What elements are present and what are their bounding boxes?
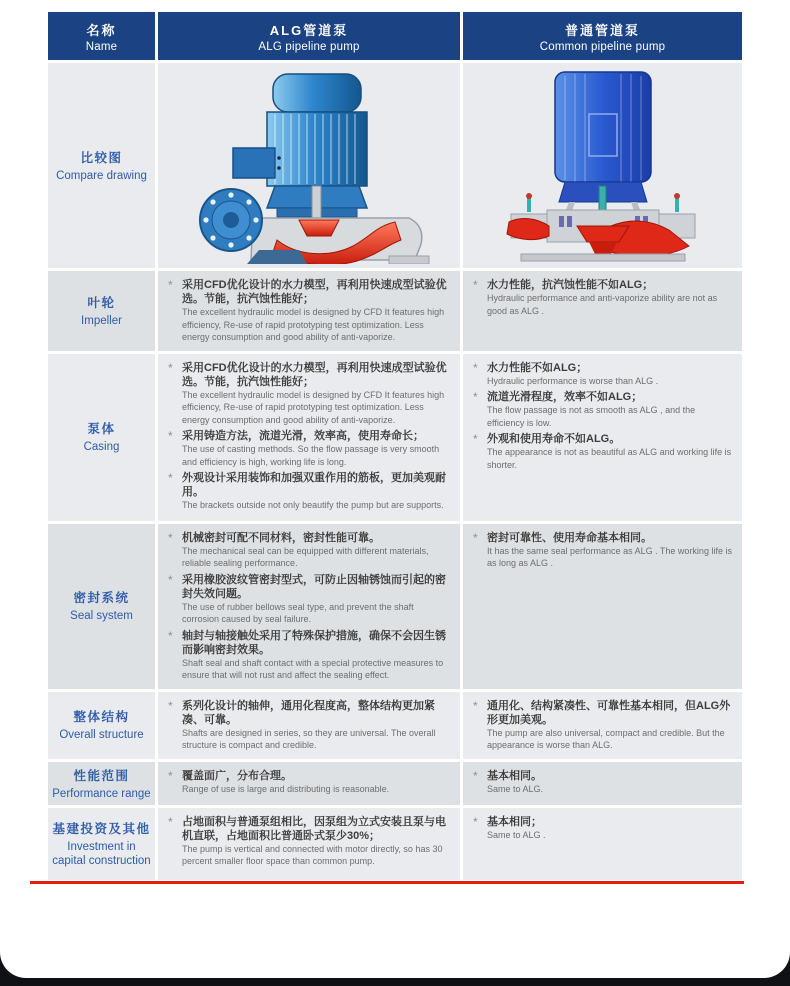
- bullet-marker: *: [473, 278, 478, 292]
- seal-alg-zh-3: 轴封与轴接触处采用了特殊保护措施，确保不会因生锈而影响密封效果。: [182, 629, 446, 656]
- overall-common-cell: [463, 692, 742, 759]
- casing-common-en-3: The appearance is not as beautiful as ALG and working life is shorter.: [487, 447, 732, 470]
- invest-alg-zh: 占地面积与普通泵组相比，因泵组为立式安装且泵与电机直联，占地面积比普通卧式泵少30%；: [182, 815, 446, 842]
- header-alg-cell: [158, 12, 460, 60]
- impeller-common-en: Hydraulic performance and anti-vaporize ability are not as good as ALG .: [487, 293, 718, 316]
- label-impeller: [48, 271, 155, 351]
- row-performance-range: [48, 762, 742, 805]
- bullet-marker: *: [168, 768, 173, 783]
- seal-alg-cell: [158, 524, 460, 689]
- seal-alg-en-1: The mechanical seal can be equipped with different materials, reliable sealing performance.: [182, 545, 429, 568]
- bullet-marker: *: [168, 628, 173, 643]
- label-invest-en: Investment in capital construction: [52, 841, 151, 868]
- seal-alg-zh-1: 机械密封可配不同材料，密封性能可靠。: [182, 531, 380, 544]
- overall-alg-cell: [158, 692, 460, 759]
- bullet-marker: *: [168, 360, 173, 375]
- casing-alg-zh-1: 采用CFD优化设计的水力模型，再利用快速成型试验优选。节能，抗汽蚀性能好；: [182, 361, 447, 388]
- bullet-item: [168, 699, 452, 752]
- bullet-item: [168, 815, 452, 868]
- label-seal-system: [48, 524, 155, 689]
- label-compare-en: Compare drawing: [56, 169, 147, 182]
- bullet-item: [168, 531, 452, 570]
- label-compare-drawing: [48, 63, 155, 268]
- label-perf-zh: 性能范围: [73, 768, 130, 783]
- bullet-item: [473, 815, 734, 842]
- common-pump-illustration: [493, 70, 713, 262]
- label-impeller-zh: 叶轮: [87, 296, 116, 311]
- casing-alg-zh-3: 外观设计采用装饰和加强双重作用的筋板，更加美观耐用。: [182, 472, 446, 498]
- bullet-item: [168, 429, 452, 468]
- seal-common-en: It has the same seal performance as ALG . The working life is as long as ALG .: [487, 545, 732, 568]
- bullet-marker: *: [473, 768, 478, 783]
- label-impeller-en: Impeller: [81, 315, 122, 328]
- bullet-item: [473, 278, 734, 317]
- seal-alg-zh-2: 采用橡胶波纹管密封型式，可防止因轴锈蚀而引起的密封失效问题。: [182, 573, 446, 600]
- label-casing-zh: 泵体: [87, 422, 116, 437]
- perf-common-cell: [463, 762, 742, 805]
- casing-alg-en-3: The brackets outside not only beautify the pump but are supports.: [182, 500, 444, 510]
- bullet-marker: *: [168, 530, 173, 545]
- label-seal-en: Seal system: [70, 610, 133, 623]
- header-common-zh: 普通管道泵: [564, 22, 640, 38]
- common-pump-image-cell: [463, 63, 742, 268]
- header-name-en: Name: [85, 40, 118, 53]
- bullet-item: [473, 769, 734, 796]
- casing-alg-en-2: The use of casting methods. So the flow passage is very smooth and efficiency is high, working life is long.: [182, 444, 440, 467]
- bullet-marker: *: [168, 698, 173, 713]
- casing-common-zh-1: 水力性能不如ALG；: [487, 361, 588, 374]
- invest-alg-en: The pump is vertical and connected with motor directly, so has 30 percent smaller floor space than common pump.: [182, 843, 443, 867]
- perf-alg-zh: 覆盖面广，分布合理。: [182, 769, 292, 782]
- perf-alg-en: Range of use is large and distributing is reasonable.: [182, 783, 390, 794]
- bullet-marker: *: [168, 278, 173, 292]
- comparison-table: [48, 12, 742, 880]
- label-seal-zh: 密封系统: [73, 591, 130, 606]
- label-overall-en: Overall structure: [59, 729, 144, 742]
- row-casing: [48, 354, 742, 521]
- bullet-item: [168, 629, 452, 682]
- overall-alg-zh: 系列化设计的轴伸，通用化程度高，整体结构更加紧凑、可靠。: [182, 699, 435, 726]
- label-performance-range: [48, 762, 155, 805]
- seal-common-zh: 密封可靠性、使用寿命基本相同。: [487, 531, 652, 544]
- header-common-en: Common pipeline pump: [539, 40, 666, 53]
- bullet-marker: *: [168, 471, 173, 485]
- impeller-alg-en: The excellent hydraulic model is designed by CFD It features high efficiency, Re-use of rapid prototyping test optimization. Less energy consumption and good ability of anti-vaporize.: [182, 307, 445, 342]
- comparison-table-wrap: [48, 12, 742, 884]
- casing-common-cell: [463, 354, 742, 521]
- header-alg-en: ALG pipeline pump: [258, 40, 360, 53]
- label-casing-en: Casing: [83, 441, 120, 454]
- alg-pump-illustration: [181, 68, 437, 264]
- seal-common-cell: [463, 524, 742, 689]
- bullet-marker: *: [473, 432, 478, 446]
- impeller-common-zh: 水力性能，抗汽蚀性能不如ALG；: [487, 279, 654, 291]
- row-seal-system: [48, 524, 742, 689]
- casing-common-en-1: Hydraulic performance is worse than ALG .: [487, 375, 659, 386]
- header-row: [48, 12, 742, 60]
- bullet-item: [473, 390, 734, 429]
- overall-common-en: The pump are also universal, compact and credible. But the appearance is worse than ALG.: [487, 727, 725, 750]
- bullet-marker: *: [168, 572, 173, 587]
- perf-common-en: Same to ALG.: [487, 783, 544, 794]
- header-common-cell: [463, 12, 742, 60]
- invest-alg-cell: [158, 808, 460, 880]
- header-name-zh: 名称: [86, 22, 117, 38]
- impeller-common-cell: [463, 271, 742, 351]
- bullet-item: [168, 278, 452, 344]
- bullet-item: [168, 361, 452, 427]
- label-perf-en: Performance range: [52, 787, 151, 800]
- casing-common-zh-2: 流道光滑程度，效率不如ALG；: [487, 391, 643, 403]
- casing-alg-cell: [158, 354, 460, 521]
- row-impeller: [48, 271, 742, 351]
- bullet-marker: *: [168, 814, 173, 829]
- label-overall-zh: 整体结构: [73, 710, 130, 725]
- bullet-marker: *: [168, 429, 173, 443]
- casing-common-zh-3: 外观和使用寿命不如ALG。: [487, 433, 621, 445]
- invest-common-zh: 基本相同；: [487, 815, 542, 828]
- row-investment: [48, 808, 742, 880]
- bullet-item: [168, 471, 452, 512]
- seal-alg-en-2: The use of rubber bellows seal type, and prevent the shaft corrosion caused by seal failure.: [182, 601, 414, 624]
- label-invest-zh: 基建投资及其他: [52, 822, 151, 836]
- perf-common-zh: 基本相同。: [487, 769, 542, 782]
- impeller-alg-cell: [158, 271, 460, 351]
- overall-common-zh: 通用化、结构紧凑性、可靠性基本相同，但ALG外形更加美观。: [487, 699, 731, 726]
- bullet-item: [473, 432, 734, 471]
- label-casing: [48, 354, 155, 521]
- row-compare-drawing: [48, 63, 742, 268]
- row-overall-structure: [48, 692, 742, 759]
- bullet-item: [473, 699, 734, 752]
- overall-alg-en: Shafts are designed in series, so they are universal. The overall structure is compact and credible.: [182, 727, 436, 750]
- bullet-marker: *: [473, 698, 478, 713]
- bullet-item: [473, 531, 734, 570]
- bullet-marker: *: [473, 530, 478, 545]
- seal-alg-en-3: Shaft seal and shaft contact with a special protective measures to ensure that will not rust and affect the sealing effect.: [182, 657, 444, 680]
- bullet-item: [168, 573, 452, 626]
- accent-red-rule: [30, 881, 744, 884]
- header-alg-zh: ALG管道泵: [269, 22, 349, 38]
- label-investment: [48, 808, 155, 880]
- casing-common-en-2: The flow passage is not as smooth as ALG , and the efficiency is low.: [487, 405, 696, 428]
- label-compare-zh: 比较图: [80, 150, 123, 165]
- header-name-cell: [48, 12, 155, 60]
- bullet-marker: *: [473, 814, 478, 829]
- alg-pump-image-cell: [158, 63, 460, 268]
- label-overall-structure: [48, 692, 155, 759]
- casing-alg-zh-2: 采用铸造方法，流道光滑，效率高，使用寿命长；: [182, 430, 424, 442]
- invest-common-en: Same to ALG .: [487, 829, 546, 840]
- bullet-marker: *: [473, 390, 478, 404]
- perf-alg-cell: [158, 762, 460, 805]
- impeller-alg-zh: 采用CFD优化设计的水力模型，再利用快速成型试验优选。节能，抗汽蚀性能好；: [182, 279, 447, 305]
- bullet-item: [473, 361, 734, 388]
- invest-common-cell: [463, 808, 742, 880]
- bullet-marker: *: [473, 360, 478, 375]
- casing-alg-en-1: The excellent hydraulic model is designed by CFD It features high efficiency, Re-use of rapid prototyping test optimization. Less energy consumption and good ability of anti-vaporize.: [182, 389, 445, 425]
- bullet-item: [168, 769, 452, 796]
